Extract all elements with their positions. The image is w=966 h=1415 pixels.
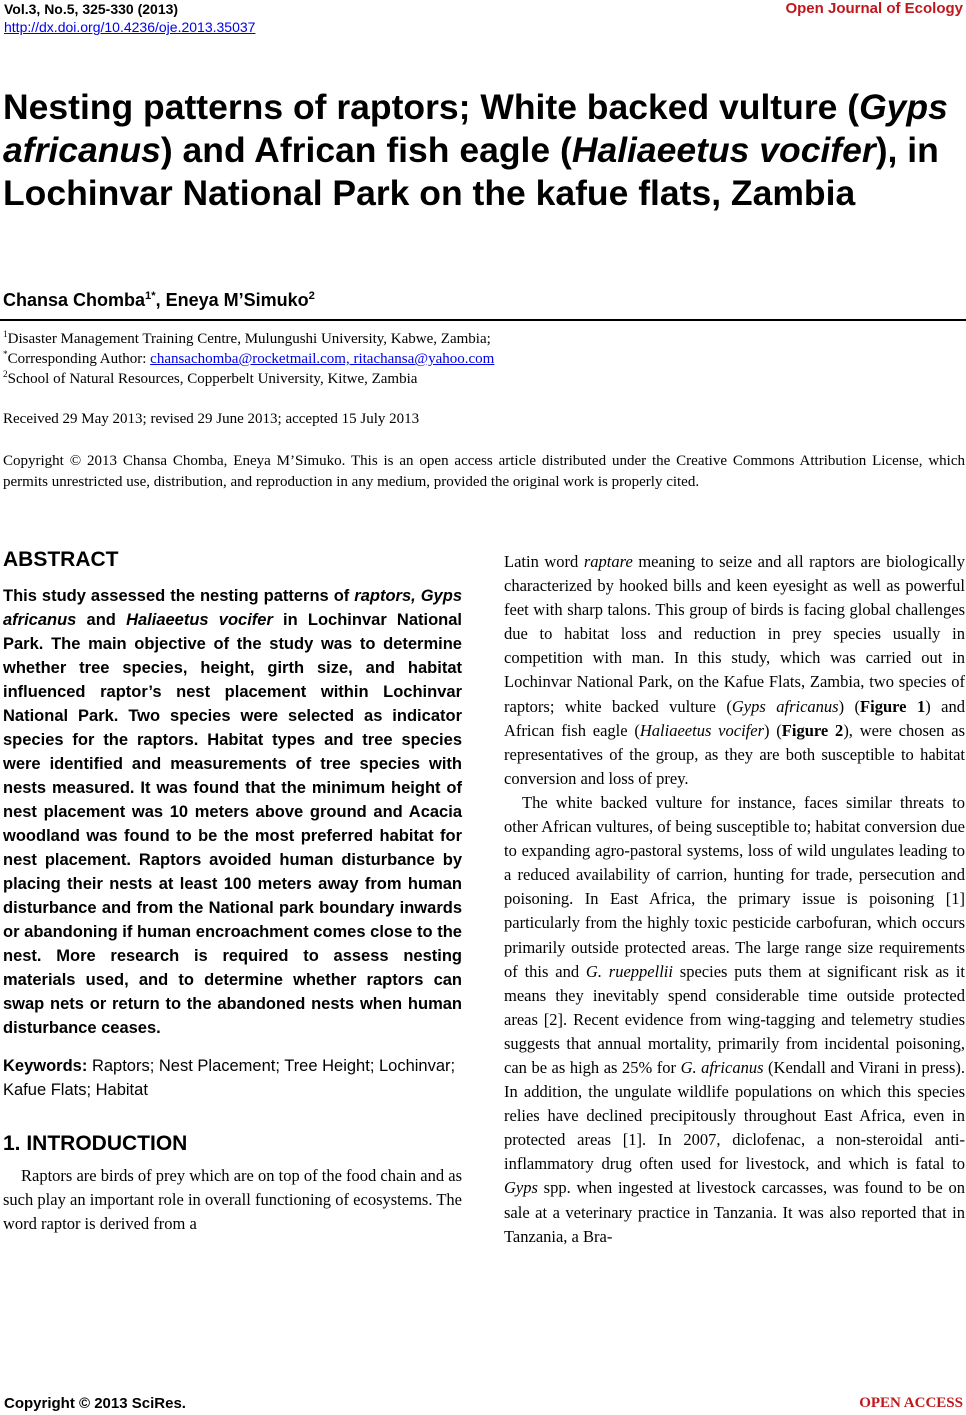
species-name: Haliaeetus vocifer bbox=[639, 720, 764, 740]
text: ) and African fish eagle ( bbox=[504, 696, 965, 740]
received-dates: Received 29 May 2013; revised 29 June 2013; accepted 15 July 2013 bbox=[3, 411, 420, 427]
author-affil-mark: 2 bbox=[308, 290, 315, 302]
abstract-text: This study assessed the nesting patterns of bbox=[3, 587, 355, 605]
title-text: ) and African fish eagle ( bbox=[160, 130, 572, 170]
text: ) ( bbox=[838, 696, 861, 716]
species-name: Gyps africanus bbox=[731, 696, 839, 716]
abstract-text: and bbox=[76, 611, 127, 629]
author-list bbox=[3, 290, 315, 311]
text: species puts them at significant risk as it means they inevitably spend considerable time outside protected areas [2]. Recent evidence from wing-tagging and telemetry studies suggests that annual mortality, primarily from incidental poisoning, can be as high as 25% for bbox=[504, 961, 965, 1077]
abstract-species: Haliaeetus vocifer bbox=[126, 611, 273, 629]
genus-name: Gyps bbox=[504, 1178, 538, 1198]
volume-citation: Vol.3, No.5, 325-330 (2013) bbox=[4, 1, 179, 17]
figure-2-ref[interactable]: Figure 2 bbox=[781, 720, 844, 740]
author-separator: , bbox=[155, 290, 166, 310]
abstract-text: in Lochinvar National Park. The main objective of the study was to determine whether tree species, height, girth size, and habitat influenced raptor’s nest placement within Lochinvar National Park. Two species were selected as indicator species for the raptors. Habitat types and tree species were identified and measurements of tree species with nests measured. It was found that the minimum height of nest placement was 10 meters above ground and Acacia woodland was found to be the most preferred habitat for nest placement. Raptors avoided human disturbance by placing their nests at least 100 meters away from human disturbance and from the National park boundary inwards or abandoning if human encroachment comes close to the nest. More research is required to assess nesting materials used, and to determine whether raptors can swap nets or return to the abandoned nests when human disturbance ceases. bbox=[3, 611, 463, 1037]
left-column bbox=[3, 548, 462, 1236]
affil-mark: 1 bbox=[3, 330, 8, 340]
right-column bbox=[504, 550, 965, 1249]
title-text: ), in Lochinvar National Park on the kafue flats, Zambia bbox=[3, 130, 939, 213]
author-name: Eneya M’Simuko bbox=[165, 290, 309, 310]
text: ) ( bbox=[763, 720, 782, 740]
affil-mark: 2 bbox=[3, 370, 8, 380]
running-header bbox=[4, 0, 255, 36]
affil-text: Disaster Management Training Centre, Mulungushi University, Kabwe, Zambia; bbox=[7, 331, 491, 347]
text: meaning to seize and all raptors are biologically characterized by hooked bills and keen eyesight as well as powerful feet with sharp talons. This group of birds is facing global challenges due to habitat loss and reduction in prey species usually in competition with man. In this study, which was carried out in Lochinvar National Park, on the Kafue Flats, Zambia, two species of raptors; white backed vulture ( bbox=[504, 552, 966, 716]
title-species-1: Gyps africanus bbox=[3, 87, 948, 170]
keywords-label: Keywords: bbox=[3, 1057, 88, 1075]
title-text: Nesting patterns of raptors; White backed vulture ( bbox=[3, 87, 860, 127]
section-heading-introduction: 1. INTRODUCTION bbox=[3, 1132, 188, 1155]
latin-word: raptare bbox=[583, 552, 633, 571]
header-divider bbox=[0, 319, 966, 321]
title-species-2: Haliaeetus vocifer bbox=[571, 130, 876, 170]
footer-open-access: OPEN ACCESS bbox=[859, 1395, 963, 1411]
corr-label: Corresponding Author: bbox=[7, 351, 151, 367]
species-name: G. africanus bbox=[680, 1057, 764, 1077]
affiliation-1 bbox=[3, 329, 494, 349]
footer-copyright: Copyright © 2013 SciRes. bbox=[4, 1395, 186, 1412]
affiliations bbox=[3, 329, 494, 389]
journal-name: Open Journal of Ecology bbox=[785, 0, 963, 17]
body-paragraph bbox=[504, 791, 965, 1249]
text: (Kendall and Virani in press). In addition, the ungulate wildlife populations on which this species relies have declined precipitously throughout East Africa, even in protected areas [1]. In 2007, diclofenac, a non-steroidal anti-inflammatory drug often used for livestock, and which is fatal to bbox=[504, 1057, 966, 1174]
abstract-species: raptors, Gyps africanus bbox=[3, 587, 462, 629]
doi-link[interactable]: http://dx.doi.org/10.4236/oje.2013.35037 bbox=[4, 19, 256, 35]
text: The white backed vulture for instance, faces similar threats to other African vultures, of being susceptible to; habitat conversion due to expanding agro-pastoral systems, loss of wild ungulates leading to a reduced availability of carrion, hunting for trade, persecution and poisoning. In East Africa, the primary issue is poisoning [1] particularly from the highly toxic pesticide carbofuran, which occurs primarily outside protected areas. The large range size requirements of this and bbox=[504, 792, 965, 981]
affil-mark: * bbox=[3, 350, 8, 360]
author-name: Chansa Chomba bbox=[3, 290, 146, 310]
text: Latin word bbox=[504, 552, 584, 571]
keywords-text: Raptors; Nest Placement; Tree Height; Lochinvar; Kafue Flats; Habitat bbox=[3, 1057, 456, 1099]
body-paragraph bbox=[504, 550, 965, 791]
keywords bbox=[3, 1054, 462, 1102]
text: spp. when ingested at livestock carcasses, was found to be on sale at a veterinary practice in Tanzania. It was also reported that in Tanzania, a Bra- bbox=[504, 1178, 965, 1246]
article-title bbox=[3, 86, 965, 215]
copyright-notice: Copyright © 2013 Chansa Chomba, Eneya M’Simuko. This is an open access article distributed under the Creative Commons Attribution License, which permits unrestricted use, distribution, and reproduction in any medium, provided the original work is properly cited. bbox=[3, 453, 965, 490]
email-link[interactable]: chansachomba@rocketmail.com, ritachansa@yahoo.com bbox=[150, 351, 495, 367]
text: ), were chosen as representatives of the group, as they are both susceptible to habitat conversion and loss of prey. bbox=[504, 720, 965, 788]
abstract-body bbox=[3, 584, 462, 1040]
author-affil-mark: 1* bbox=[145, 290, 156, 302]
figure-1-ref[interactable]: Figure 1 bbox=[860, 696, 926, 716]
intro-paragraph: Raptors are birds of prey which are on top of the food chain and as such play an important role in overall functioning of ecosystems. The word raptor is derived from a bbox=[3, 1166, 462, 1234]
corresponding-author bbox=[3, 349, 494, 369]
affil-text: School of Natural Resources, Copperbelt University, Kitwe, Zambia bbox=[7, 371, 418, 387]
species-name: G. rueppellii bbox=[585, 961, 673, 981]
abstract-heading: ABSTRACT bbox=[3, 548, 119, 571]
affiliation-2 bbox=[3, 369, 494, 389]
